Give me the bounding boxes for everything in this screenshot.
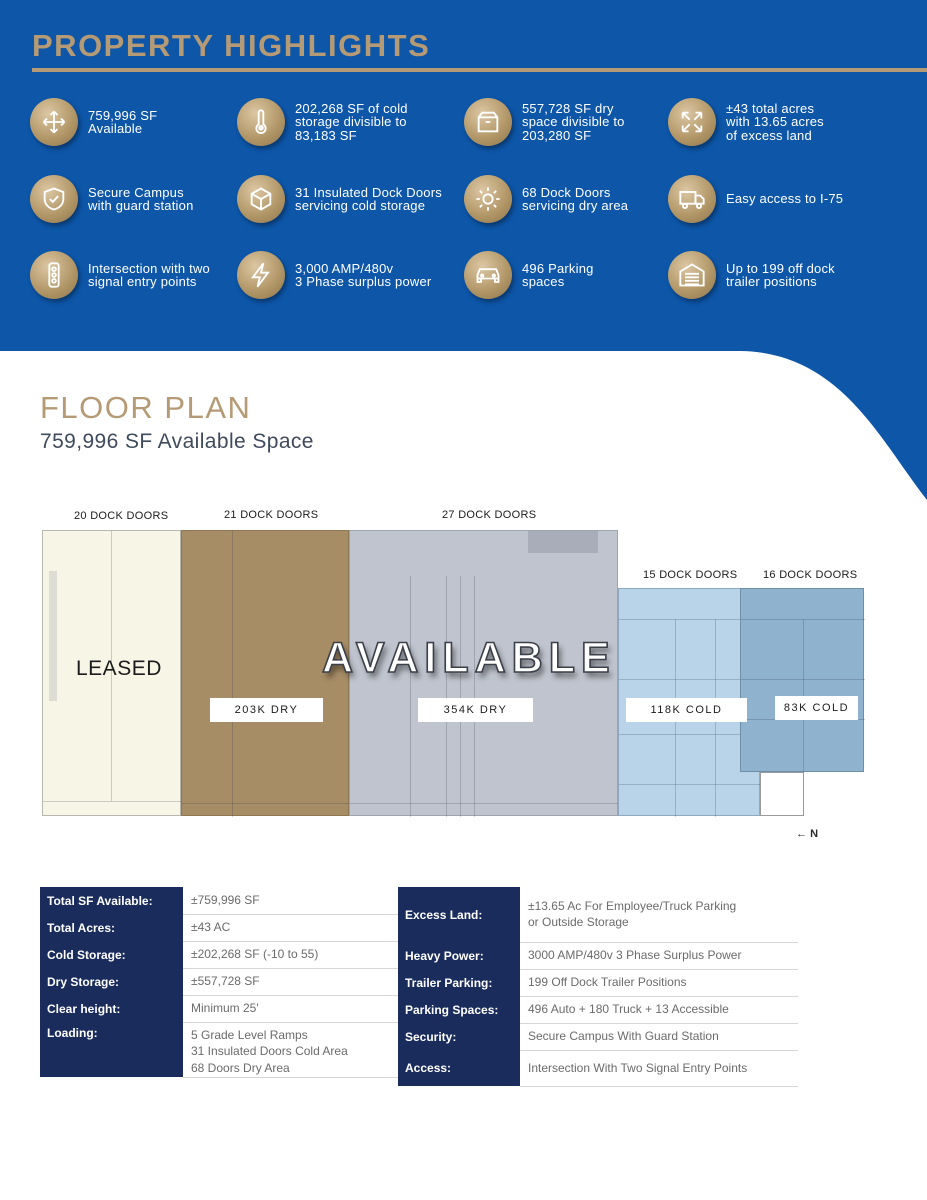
- highlight-text: 557,728 SF dry space divisible to 203,280 SF: [522, 100, 625, 143]
- highlight-item: [668, 250, 835, 300]
- spec-label: Access:: [398, 1050, 520, 1086]
- available-overlay: AVAILABLE: [322, 634, 616, 682]
- spec-value: 496 Auto + 180 Truck + 13 Accessible: [520, 996, 798, 1023]
- spec-value: ±557,728 SF: [183, 968, 398, 995]
- spec-label: Total Acres:: [40, 914, 183, 941]
- spec-value: Minimum 25': [183, 995, 398, 1022]
- highlight-text: 496 Parking spaces: [522, 260, 594, 289]
- cold-zone-83k: [740, 588, 864, 772]
- spec-label: Trailer Parking:: [398, 969, 520, 996]
- arrow-left-icon: ←: [796, 828, 807, 840]
- lightning-icon: [237, 251, 285, 299]
- arrows-move-icon: [30, 98, 78, 146]
- highlight-text: 68 Dock Doors servicing dry area: [522, 184, 629, 213]
- highlight-text: 31 Insulated Dock Doors servicing cold storage: [295, 184, 442, 213]
- table-row: [398, 942, 798, 969]
- table-row: [398, 1050, 798, 1086]
- garage-door-icon: [668, 251, 716, 299]
- table-row: [40, 968, 398, 995]
- spec-value: Secure Campus With Guard Station: [520, 1023, 798, 1050]
- highlight-item: [668, 97, 824, 147]
- table-row: [40, 914, 398, 941]
- car-icon: [464, 251, 512, 299]
- spec-value: ±13.65 Ac For Employee/Truck Parking or Outside Storage: [520, 887, 798, 942]
- truck-icon: [668, 175, 716, 223]
- specs-table-left: [40, 887, 398, 1078]
- highlight-item: [668, 174, 843, 224]
- spec-value: 3000 AMP/480v 3 Phase Surplus Power: [520, 942, 798, 969]
- spec-value: 5 Grade Level Ramps 31 Insulated Doors Cold Area 68 Doors Dry Area: [183, 1022, 398, 1077]
- highlight-text: 3,000 AMP/480v 3 Phase surplus power: [295, 260, 432, 289]
- floor-plan-subtitle: 759,996 SF Available Space: [40, 430, 314, 453]
- highlight-text: 202,268 SF of cold storage divisible to 83,183 SF: [295, 100, 408, 143]
- area-tag-83k-cold: 83K COLD: [775, 696, 858, 720]
- table-row: [398, 887, 798, 942]
- highlight-item: [30, 174, 194, 224]
- shield-check-icon: [30, 175, 78, 223]
- area-tag-118k-cold: 118K COLD: [626, 698, 747, 722]
- dock-doors-label: 16 DOCK DOORS: [763, 569, 858, 581]
- specs-table-right: [398, 887, 798, 1087]
- north-label: N: [810, 828, 819, 840]
- cube-icon: [237, 175, 285, 223]
- dock-doors-label: 27 DOCK DOORS: [442, 509, 537, 521]
- floor-plan-title: FLOOR PLAN: [40, 390, 252, 425]
- highlight-text: ±43 total acres with 13.65 acres of excess land: [726, 100, 824, 143]
- dock-doors-label: 21 DOCK DOORS: [224, 509, 319, 521]
- highlight-text: Up to 199 off dock trailer positions: [726, 260, 835, 289]
- spec-value: Intersection With Two Signal Entry Points: [520, 1050, 798, 1086]
- highlight-text: Easy access to I-75: [726, 191, 844, 207]
- spec-value: 199 Off Dock Trailer Positions: [520, 969, 798, 996]
- dock-doors-label: 20 DOCK DOORS: [74, 510, 169, 522]
- traffic-light-icon: [30, 251, 78, 299]
- spec-label: Excess Land:: [398, 887, 520, 942]
- spec-label: Cold Storage:: [40, 941, 183, 968]
- highlight-item: [464, 97, 625, 147]
- table-row: [40, 995, 398, 1022]
- highlight-text: Intersection with two signal entry points: [88, 260, 210, 289]
- highlight-item: [30, 97, 157, 147]
- north-indicator: [796, 828, 818, 840]
- highlight-text: Secure Campus with guard station: [88, 184, 194, 213]
- highlights-title: PROPERTY HIGHLIGHTS: [32, 28, 431, 63]
- highlight-item: [237, 97, 408, 147]
- spec-label: Loading:: [40, 1022, 183, 1077]
- table-row: [398, 996, 798, 1023]
- highlight-item: [237, 250, 431, 300]
- table-row: [40, 941, 398, 968]
- thermometer-icon: [237, 98, 285, 146]
- highlight-item: [237, 174, 442, 224]
- box-icon: [464, 98, 512, 146]
- spec-label: Parking Spaces:: [398, 996, 520, 1023]
- spec-label: Total SF Available:: [40, 887, 183, 914]
- table-row: [40, 887, 398, 914]
- spec-label: Heavy Power:: [398, 942, 520, 969]
- highlights-divider: [32, 68, 927, 72]
- table-row: [40, 1022, 398, 1077]
- spec-value: ±202,268 SF (-10 to 55): [183, 941, 398, 968]
- sun-icon: [464, 175, 512, 223]
- dock-doors-label: 15 DOCK DOORS: [643, 569, 738, 581]
- highlight-item: [464, 250, 594, 300]
- expand-icon: [668, 98, 716, 146]
- highlight-item: [30, 250, 210, 300]
- spec-label: Dry Storage:: [40, 968, 183, 995]
- spec-value: ±43 AC: [183, 914, 398, 941]
- highlight-item: [464, 174, 628, 224]
- common-area: [760, 772, 804, 816]
- highlight-text: 759,996 SF Available: [88, 107, 158, 136]
- area-tag-354k-dry: 354K DRY: [418, 698, 533, 722]
- area-tag-203k-dry: 203K DRY: [210, 698, 323, 722]
- leased-label: LEASED: [76, 657, 162, 680]
- spec-value: ±759,996 SF: [183, 887, 398, 914]
- table-row: [398, 1023, 798, 1050]
- table-row: [398, 969, 798, 996]
- spec-label: Security:: [398, 1023, 520, 1050]
- spec-label: Clear height:: [40, 995, 183, 1022]
